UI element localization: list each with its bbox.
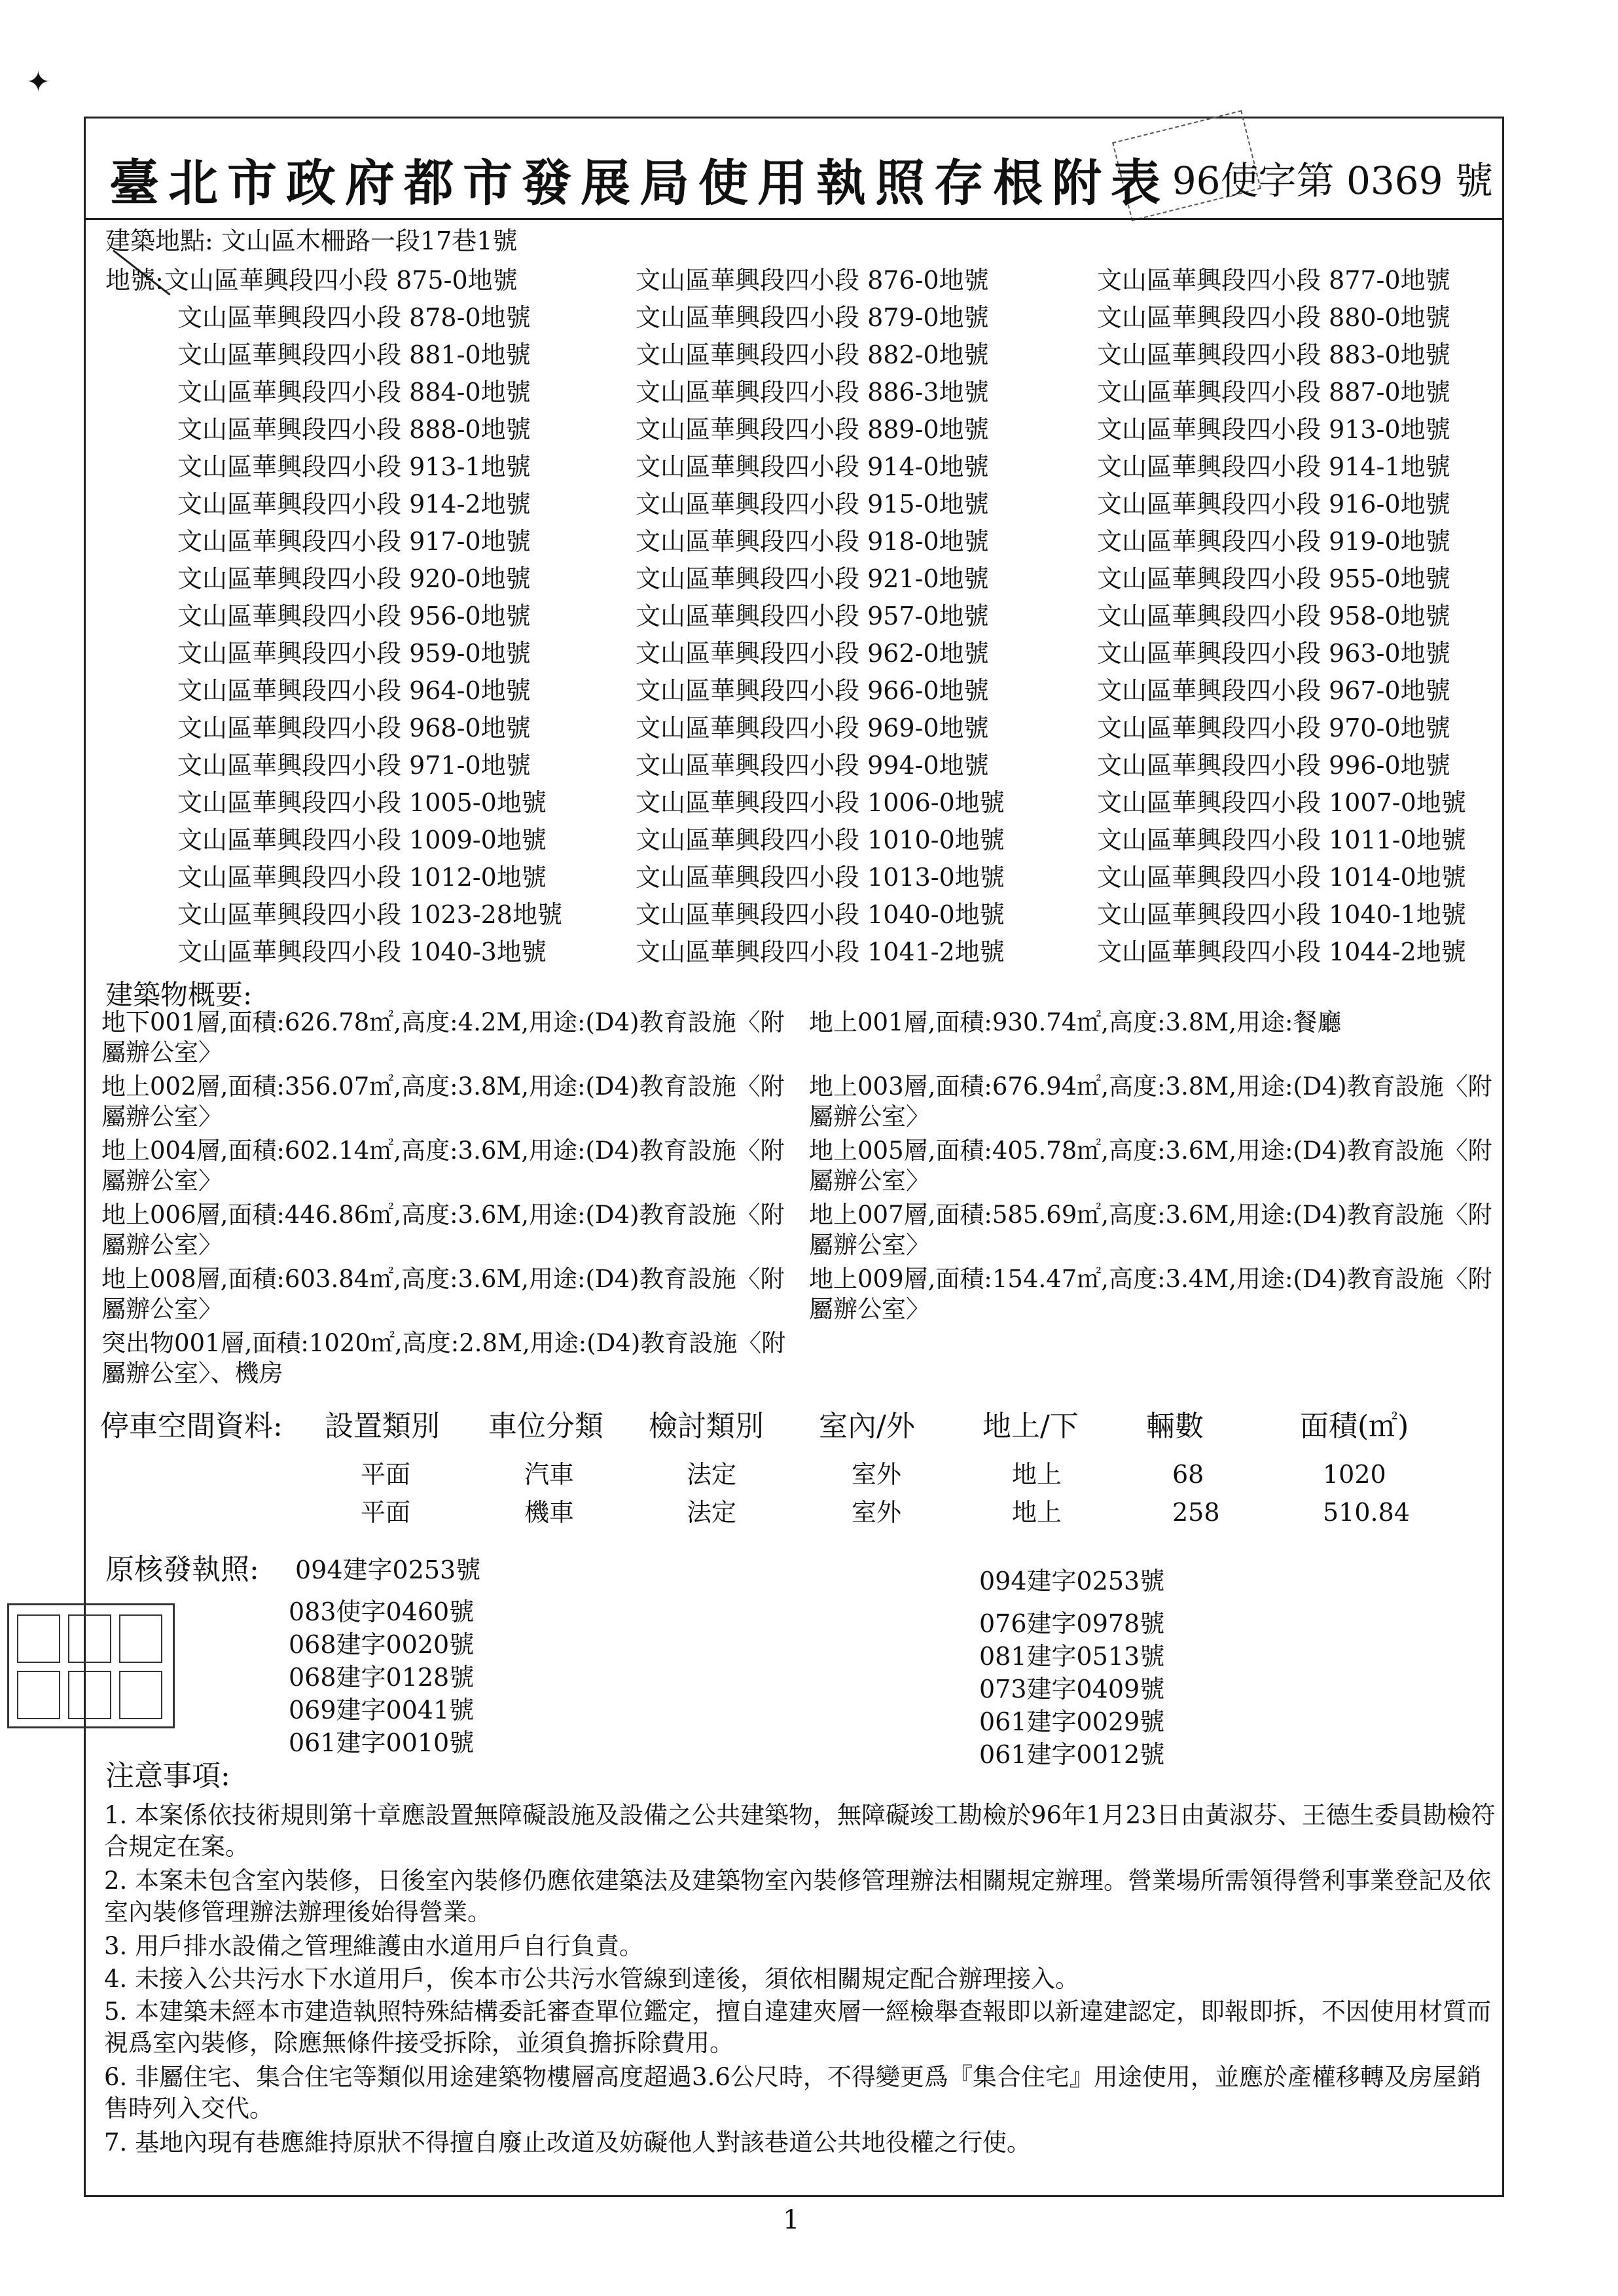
floor-entry: 地上007層,面積:585.69㎡,高度:3.6M,用途:(D4)教育設施〈附屬辦公室〉 xyxy=(809,1201,1492,1259)
floor-entry: 突出物001層,面積:1020㎡,高度:2.8M,用途:(D4)教育設施〈附屬辦公室〉、機房 xyxy=(101,1329,786,1387)
floor-entry: 地上005層,面積:405.78㎡,高度:3.6M,用途:(D4)教育設施〈附屬辦公室〉 xyxy=(809,1137,1492,1195)
parking-cell: 機車 xyxy=(524,1498,575,1527)
parking-header: 地上/下 xyxy=(982,1410,1079,1443)
parking-header: 輛數 xyxy=(1146,1410,1204,1443)
parking-cell: 地上 xyxy=(1012,1498,1062,1527)
lot-item: 文山區華興段四小段 959-0地號 xyxy=(177,639,531,668)
lot-item: 文山區華興段四小段 884-0地號 xyxy=(177,378,531,407)
original-license-item: 073建字0409號 xyxy=(979,1675,1165,1704)
notes-label: 注意事項: xyxy=(105,1759,230,1793)
parking-cell: 平面 xyxy=(361,1498,411,1527)
note-item: 7. 基地內現有巷應維持原狀不得擅自廢止改道及妨礙他人對該巷道公共地役權之行使。 xyxy=(104,2128,1032,2157)
lot-item: 文山區華興段四小段 916-0地號 xyxy=(1097,490,1450,519)
lot-item: 文山區華興段四小段 878-0地號 xyxy=(177,303,531,332)
parking-cell: 地上 xyxy=(1012,1460,1062,1489)
original-license-item: 083使字0460號 xyxy=(289,1597,475,1626)
lot-item: 文山區華興段四小段 880-0地號 xyxy=(1097,303,1450,332)
parking-header: 檢討類別 xyxy=(649,1410,764,1443)
note-item: 5. 本建築未經本市建造執照特殊結構委託審查單位鑑定，擅自違建夾層一經檢舉查報即以新違建認定，即報即拆，不因使用材質而視爲室內裝修，除應無條件接受拆除，並須負擔拆除費用。 xyxy=(104,1997,1492,2057)
parking-cell: 法定 xyxy=(687,1498,737,1527)
lot-item: 文山區華興段四小段 1044-2地號 xyxy=(1097,938,1466,966)
lot-item: 文山區華興段四小段 875-0地號 xyxy=(164,266,518,295)
original-license-label: 原核發執照: xyxy=(105,1553,259,1586)
floor-entry: 地上006層,面積:446.86㎡,高度:3.6M,用途:(D4)教育設施〈附屬辦公室〉 xyxy=(101,1201,785,1259)
document-sheet xyxy=(84,117,1504,2197)
lot-item: 文山區華興段四小段 886-3地號 xyxy=(636,378,989,407)
parking-cell: 68 xyxy=(1172,1460,1204,1489)
lot-item: 文山區華興段四小段 971-0地號 xyxy=(177,751,531,780)
parking-cell: 1020 xyxy=(1323,1460,1386,1489)
page-number: 1 xyxy=(783,2205,800,2235)
floor-entry: 地上004層,面積:602.14㎡,高度:3.6M,用途:(D4)教育設施〈附屬辦公室〉 xyxy=(101,1137,785,1195)
lot-item: 文山區華興段四小段 957-0地號 xyxy=(636,602,989,630)
lot-item: 文山區華興段四小段 1040-0地號 xyxy=(636,900,1005,929)
lot-item: 文山區華興段四小段 1006-0地號 xyxy=(636,788,1005,817)
lot-item: 文山區華興段四小段 1009-0地號 xyxy=(177,826,547,854)
parking-cell: 室外 xyxy=(852,1460,902,1489)
original-license-item: 081建字0513號 xyxy=(979,1642,1165,1671)
note-item: 6. 非屬住宅、集合住宅等類似用途建築物樓層高度超過3.6公尺時，不得變更爲『集合住宅』用途使用，並應於產權移轉及房屋銷售時列入交代。 xyxy=(104,2063,1481,2123)
lot-item: 文山區華興段四小段 1041-2地號 xyxy=(636,938,1005,966)
lot-item: 文山區華興段四小段 994-0地號 xyxy=(636,751,989,780)
parking-header: 設置類別 xyxy=(325,1410,440,1443)
parking-label: 停車空間資料: xyxy=(100,1410,283,1443)
lot-item: 文山區華興段四小段 879-0地號 xyxy=(636,303,989,332)
original-license-item: 094建字0253號 xyxy=(979,1567,1165,1595)
floor-entry: 地上002層,面積:356.07㎡,高度:3.8M,用途:(D4)教育設施〈附屬辦公室〉 xyxy=(101,1072,785,1131)
parking-cell: 平面 xyxy=(361,1460,411,1489)
floor-entry: 地上008層,面積:603.84㎡,高度:3.6M,用途:(D4)教育設施〈附屬辦公室〉 xyxy=(101,1265,785,1323)
floor-entry: 地上003層,面積:676.94㎡,高度:3.8M,用途:(D4)教育設施〈附屬辦公室〉 xyxy=(809,1072,1492,1131)
lot-item: 文山區華興段四小段 888-0地號 xyxy=(177,415,531,444)
lot-item: 文山區華興段四小段 920-0地號 xyxy=(177,564,531,593)
lot-item: 文山區華興段四小段 919-0地號 xyxy=(1097,527,1450,556)
note-item: 4. 未接入公共污水下水道用戶，俟本市公共污水管線到達後，須依相關規定配合辦理接入。 xyxy=(104,1965,1080,1993)
note-item: 3. 用戶排水設備之管理維護由水道用戶自行負責。 xyxy=(104,1932,644,1960)
lot-item: 文山區華興段四小段 962-0地號 xyxy=(636,639,989,668)
lot-item: 文山區華興段四小段 956-0地號 xyxy=(177,602,531,630)
lot-item: 文山區華興段四小段 1011-0地號 xyxy=(1097,826,1466,854)
lot-item: 文山區華興段四小段 1012-0地號 xyxy=(177,863,547,892)
lot-item: 文山區華興段四小段 1010-0地號 xyxy=(636,826,1005,854)
lot-item: 文山區華興段四小段 967-0地號 xyxy=(1097,676,1450,705)
address-value: 文山區木柵路一段17巷1號 xyxy=(221,227,518,255)
lot-item: 文山區華興段四小段 969-0地號 xyxy=(636,714,989,742)
parking-header: 室內/外 xyxy=(819,1410,915,1443)
original-license-item: 061建字0029號 xyxy=(979,1707,1165,1736)
lot-item: 文山區華興段四小段 876-0地號 xyxy=(636,266,989,295)
original-license-item: 069建字0041號 xyxy=(289,1696,475,1724)
lot-item: 文山區華興段四小段 882-0地號 xyxy=(636,340,989,369)
header-divider xyxy=(86,218,1502,220)
original-license-item: 061建字0010號 xyxy=(289,1728,475,1757)
lot-item: 文山區華興段四小段 887-0地號 xyxy=(1097,378,1450,407)
lot-item: 文山區華興段四小段 914-2地號 xyxy=(177,490,531,519)
building-label: 建築物概要: xyxy=(105,979,253,1011)
lot-item: 文山區華興段四小段 889-0地號 xyxy=(636,415,989,444)
lot-item: 文山區華興段四小段 917-0地號 xyxy=(177,527,531,556)
original-license-item: 076建字0978號 xyxy=(979,1609,1165,1638)
parking-cell: 法定 xyxy=(687,1460,737,1489)
lot-item: 文山區華興段四小段 1007-0地號 xyxy=(1097,788,1466,817)
lot-item: 文山區華興段四小段 914-0地號 xyxy=(636,452,989,481)
lot-label: 地號: xyxy=(105,266,164,295)
lot-item: 文山區華興段四小段 1014-0地號 xyxy=(1097,863,1466,892)
license-number: 96使字第 0369 號 xyxy=(1172,158,1493,203)
original-license-item: 068建字0020號 xyxy=(289,1630,475,1659)
parking-header: 車位分類 xyxy=(488,1410,603,1443)
lot-item: 文山區華興段四小段 996-0地號 xyxy=(1097,751,1450,780)
lot-item: 文山區華興段四小段 913-0地號 xyxy=(1097,415,1450,444)
lot-item: 文山區華興段四小段 918-0地號 xyxy=(636,527,989,556)
lot-item: 文山區華興段四小段 1040-1地號 xyxy=(1097,900,1466,929)
lot-item: 文山區華興段四小段 1013-0地號 xyxy=(636,863,1005,892)
parking-cell: 510.84 xyxy=(1323,1498,1410,1527)
lot-item: 文山區華興段四小段 877-0地號 xyxy=(1097,266,1450,295)
lot-item: 文山區華興段四小段 958-0地號 xyxy=(1097,602,1450,630)
lot-item: 文山區華興段四小段 966-0地號 xyxy=(636,676,989,705)
corner-mark: ✦ xyxy=(26,65,50,99)
parking-cell: 258 xyxy=(1172,1498,1220,1527)
address-label: 建築地點: xyxy=(105,227,213,255)
lot-item: 文山區華興段四小段 1005-0地號 xyxy=(177,788,547,817)
lot-item: 文山區華興段四小段 883-0地號 xyxy=(1097,340,1450,369)
lot-item: 文山區華興段四小段 955-0地號 xyxy=(1097,564,1450,593)
lot-item: 文山區華興段四小段 1040-3地號 xyxy=(177,938,547,966)
lot-item: 文山區華興段四小段 963-0地號 xyxy=(1097,639,1450,668)
lot-item: 文山區華興段四小段 968-0地號 xyxy=(177,714,531,742)
original-license-item: 068建字0128號 xyxy=(289,1663,475,1692)
original-license-item: 061建字0012號 xyxy=(979,1740,1165,1769)
lot-item: 文山區華興段四小段 964-0地號 xyxy=(177,676,531,705)
floor-entry: 地下001層,面積:626.78㎡,高度:4.2M,用途:(D4)教育設施〈附屬辦公室〉 xyxy=(101,1008,785,1066)
floor-entry: 地上009層,面積:154.47㎡,高度:3.4M,用途:(D4)教育設施〈附屬辦公室〉 xyxy=(809,1265,1492,1323)
address-line xyxy=(105,228,517,253)
parking-cell: 汽車 xyxy=(524,1460,575,1489)
note-item: 1. 本案係依技術規則第十章應設置無障礙設施及設備之公共建築物，無障礙竣工勘檢於96年1月23日由黃淑芬、王德生委員勘檢符合規定在案。 xyxy=(104,1801,1496,1861)
lot-item: 文山區華興段四小段 921-0地號 xyxy=(636,564,989,593)
original-license-item: 094建字0253號 xyxy=(295,1556,481,1584)
lot-item: 文山區華興段四小段 913-1地號 xyxy=(177,452,531,481)
lot-item: 文山區華興段四小段 914-1地號 xyxy=(1097,452,1450,481)
document-title: 臺北市政府都市發展局使用執照存根附表 xyxy=(109,154,1170,212)
lot-item: 文山區華興段四小段 881-0地號 xyxy=(177,340,531,369)
note-item: 2. 本案未包含室內裝修，日後室內裝修仍應依建築法及建築物室內裝修管理辦法相關規定辦理。營業場所需領得營利事業登記及依室內裝修管理辦法辦理後始得營業。 xyxy=(104,1867,1492,1926)
parking-header: 面積(㎡) xyxy=(1300,1410,1409,1443)
lot-item: 文山區華興段四小段 1023-28地號 xyxy=(177,900,562,929)
lot-item: 文山區華興段四小段 970-0地號 xyxy=(1097,714,1450,742)
floor-entry: 地上001層,面積:930.74㎡,高度:3.8M,用途:餐廳 xyxy=(809,1008,1342,1036)
parking-cell: 室外 xyxy=(852,1498,902,1527)
lot-item: 文山區華興段四小段 915-0地號 xyxy=(636,490,989,519)
received-stamp xyxy=(7,1603,175,1728)
